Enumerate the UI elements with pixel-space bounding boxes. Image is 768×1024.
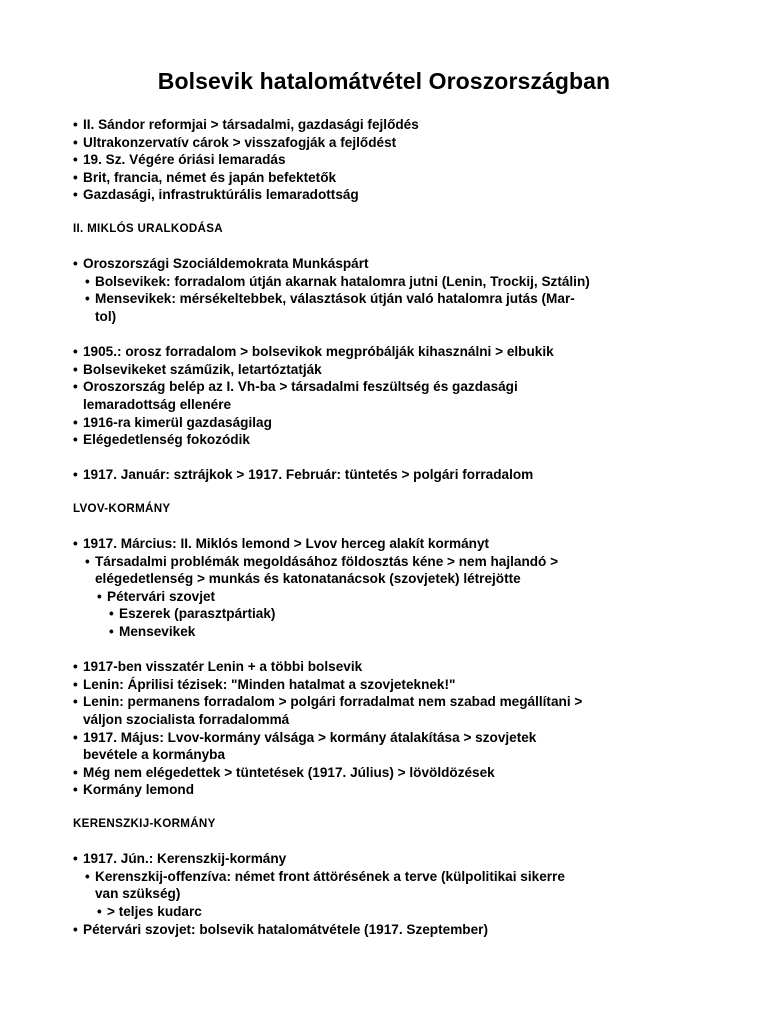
document-body — [73, 116, 703, 938]
bullet-icon: • — [73, 379, 78, 395]
intro-list — [73, 116, 703, 204]
list-item: • 1917. Május: Lvov-kormány válsága > kormány átalakítása > szovjetek — [73, 729, 537, 745]
list-item-continuation: váljon szocialista forradalommá — [83, 712, 290, 727]
list-item: • Lenin: Áprilisi tézisek: "Minden hatalmat a szovjeteknek!" — [73, 676, 456, 692]
kerenszkij-list — [73, 850, 703, 938]
list-item: • Mensevikek: mérsékeltebbek, választások útján való hatalomra jutás (Mar- — [85, 291, 575, 307]
events-list — [73, 343, 703, 449]
bullet-icon: • — [85, 868, 90, 884]
list-item: • Bolsevikek: forradalom útján akarnak hatalomra jutni (Lenin, Trockij, Sztálin) — [85, 273, 590, 289]
list-item: • Bolsevikeket száműzik, letartóztatják — [73, 361, 322, 377]
list-item: • Pétervári szovjet: bolsevik hatalomátvétele (1917. Szeptember) — [73, 921, 488, 937]
list-item-continuation: bevétele a kormányba — [83, 747, 226, 763]
bullet-icon: • — [73, 676, 78, 692]
bullet-icon: • — [97, 588, 102, 604]
list-item: • Oroszország belép az I. Vh-ba > társadalmi feszültség és gazdasági — [73, 379, 518, 395]
bullet-icon: • — [73, 764, 78, 780]
list-item: • Oroszországi Szociáldemokrata Munkáspárt — [73, 256, 369, 272]
lenin-list — [73, 658, 703, 799]
document-title: Bolsevik hatalomátvétel Oroszországban — [157, 68, 611, 94]
bullet-icon: • — [73, 694, 78, 710]
bullet-icon: • — [97, 903, 102, 919]
list-item: • II. Sándor reformjai > társadalmi, gazdasági fejlődés — [73, 117, 419, 132]
bullet-icon: • — [73, 729, 78, 745]
list-item: • Lenin: permanens forradalom > polgári forradalmat nem szabad megállítani > — [73, 694, 583, 710]
list-item: • 1916-ra kimerül gazdaságilag — [73, 414, 272, 430]
list-item: • 1917. Március: II. Miklós lemond > Lvov herceg alakít kormányt — [73, 536, 490, 552]
lvov-list — [73, 535, 703, 641]
bullet-icon: • — [73, 467, 78, 483]
bullet-icon: • — [73, 117, 78, 132]
bullet-icon: • — [73, 361, 78, 377]
bullet-icon: • — [85, 291, 90, 307]
list-item: • Kormány lemond — [73, 782, 195, 798]
list-item: • Brit, francia, német és japán befektetők — [73, 169, 337, 185]
bullet-icon: • — [73, 152, 78, 168]
list-item: • 19. Sz. Végére óriási lemaradás — [73, 152, 286, 168]
bullet-icon: • — [73, 536, 78, 552]
bullet-icon: • — [73, 187, 78, 203]
bullet-icon: • — [109, 624, 114, 640]
list-item: • Kerenszkij-offenzíva: német front áttörésének a terve (külpolitikai sikerre — [85, 868, 565, 884]
bullet-icon: • — [85, 273, 90, 289]
list-item: • Ultrakonzervatív cárok > visszafogják a fejlődést — [73, 134, 397, 150]
bullet-icon: • — [73, 432, 78, 448]
list-item: • Pétervári szovjet — [97, 588, 216, 604]
list-item: • Még nem elégedettek > tüntetések (1917. Július) > lövöldözések — [73, 764, 495, 780]
bullet-icon: • — [73, 134, 78, 150]
section-heading-lvov: LVOV-KORMÁNY — [73, 501, 171, 515]
list-item: • Mensevikek — [109, 624, 196, 640]
bullet-icon: • — [73, 256, 78, 272]
list-item-continuation: elégedetlenség > munkás és katonatanácsok (szovjetek) létrejötte — [95, 571, 521, 587]
bullet-icon: • — [73, 851, 78, 867]
bullet-icon: • — [109, 606, 114, 622]
list-item: • 1917. Jún.: Kerenszkij-kormány — [73, 851, 287, 867]
section-heading-kerenszkij: KERENSZKIJ-KORMÁNY — [73, 816, 216, 830]
list-item: • 1917. Január: sztrájkok > 1917. Február: tüntetés > polgári forradalom — [73, 467, 534, 483]
list-item: • Társadalmi problémák megoldásához földosztás kéne > nem hajlandó > — [85, 553, 559, 569]
bullet-icon: • — [73, 659, 78, 675]
list-item-continuation: lemaradottság ellenére — [83, 396, 232, 412]
list-item: • 1905.: orosz forradalom > bolsevikok megpróbálják kihasználni > elbukik — [73, 344, 554, 360]
revolution-list — [73, 466, 703, 484]
bullet-icon: • — [73, 344, 78, 360]
bullet-icon: • — [85, 553, 90, 569]
list-item-continuation: van szükség) — [95, 886, 181, 902]
list-item: • Gazdasági, infrastruktúrális lemaradottság — [73, 187, 359, 203]
bullet-icon: • — [73, 414, 78, 430]
bullet-icon: • — [73, 782, 78, 798]
list-item-continuation: tol) — [95, 308, 117, 324]
list-item: • 1917-ben visszatér Lenin + a többi bolsevik — [73, 659, 363, 675]
section-heading-miklos: II. MIKLÓS URALKODÁSA — [73, 221, 223, 235]
party-list — [73, 255, 703, 325]
list-item: • > teljes kudarc — [97, 903, 202, 919]
bullet-icon: • — [73, 169, 78, 185]
list-item: • Eszerek (parasztpártiak) — [109, 606, 276, 622]
list-item: • Elégedetlenség fokozódik — [73, 432, 250, 448]
bullet-icon: • — [73, 921, 78, 937]
